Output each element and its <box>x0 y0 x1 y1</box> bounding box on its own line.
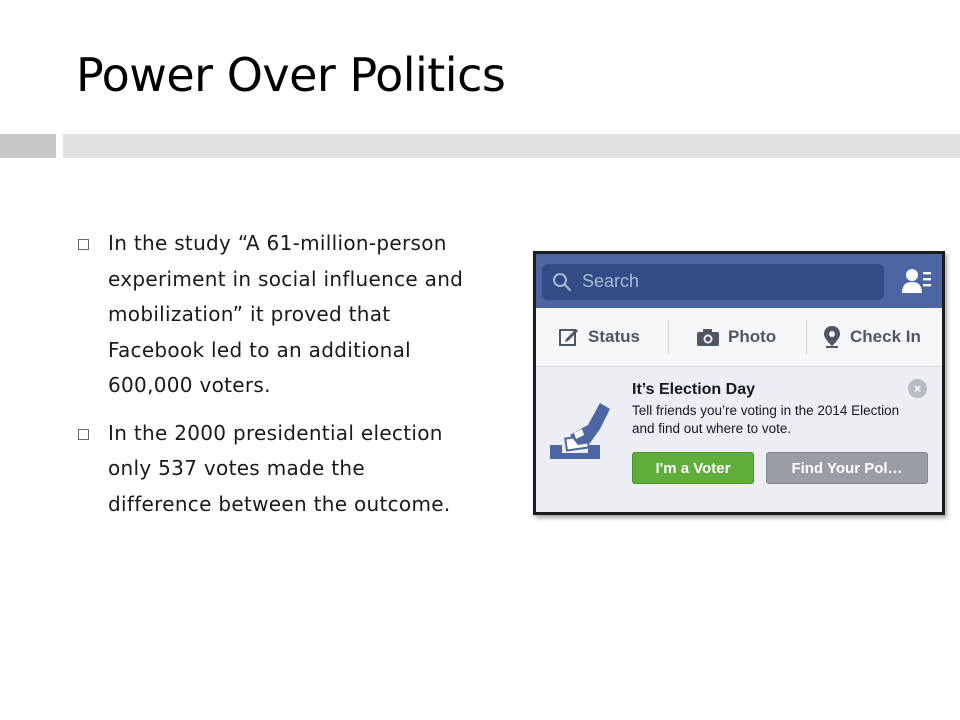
accent-bar-left <box>0 134 56 158</box>
bullet-item <box>76 226 468 404</box>
search-input[interactable] <box>542 264 884 300</box>
find-polling-place-button[interactable]: Find Your Pol… <box>766 452 928 484</box>
card-title: It’s Election Day <box>632 381 755 398</box>
photo-button[interactable] <box>696 324 776 350</box>
facebook-top-bar <box>536 254 942 308</box>
action-divider <box>668 320 669 354</box>
close-icon[interactable]: × <box>908 379 927 398</box>
check-in-label: Check In <box>850 327 921 346</box>
status-label: Status <box>588 327 640 346</box>
bullet-list <box>76 226 468 534</box>
photo-label: Photo <box>728 327 777 346</box>
status-button[interactable] <box>558 324 640 350</box>
card-description: Tell friends you’re voting in the 2014 Election and find out where to vote. <box>632 403 900 436</box>
composer-actions <box>536 308 942 367</box>
election-day-card <box>536 367 942 512</box>
bullet-text: In the study “A 61-million-person experiment in social influence and mobilization” it proved that Facebook led to an additional 600,000 voters. <box>108 231 464 397</box>
im-a-voter-button[interactable]: I'm a Voter <box>632 452 754 484</box>
search-icon <box>552 272 572 292</box>
status-edit-icon <box>558 326 580 348</box>
bullet-item <box>76 416 468 523</box>
square-bullet-icon <box>78 429 89 440</box>
slide-title: Power Over Politics <box>76 48 506 102</box>
accent-bar-right <box>63 134 960 158</box>
square-bullet-icon <box>78 239 89 250</box>
ballot-box-icon <box>544 399 624 469</box>
location-pin-icon <box>822 325 842 349</box>
friend-requests-icon[interactable] <box>902 267 932 295</box>
facebook-screenshot <box>533 251 945 515</box>
bullet-text: In the 2000 presidential election only 537 votes made the difference between the outcome. <box>108 420 451 516</box>
camera-icon <box>696 326 720 348</box>
action-divider <box>806 320 807 354</box>
search-placeholder: Search <box>582 271 640 291</box>
check-in-button[interactable] <box>822 324 921 350</box>
